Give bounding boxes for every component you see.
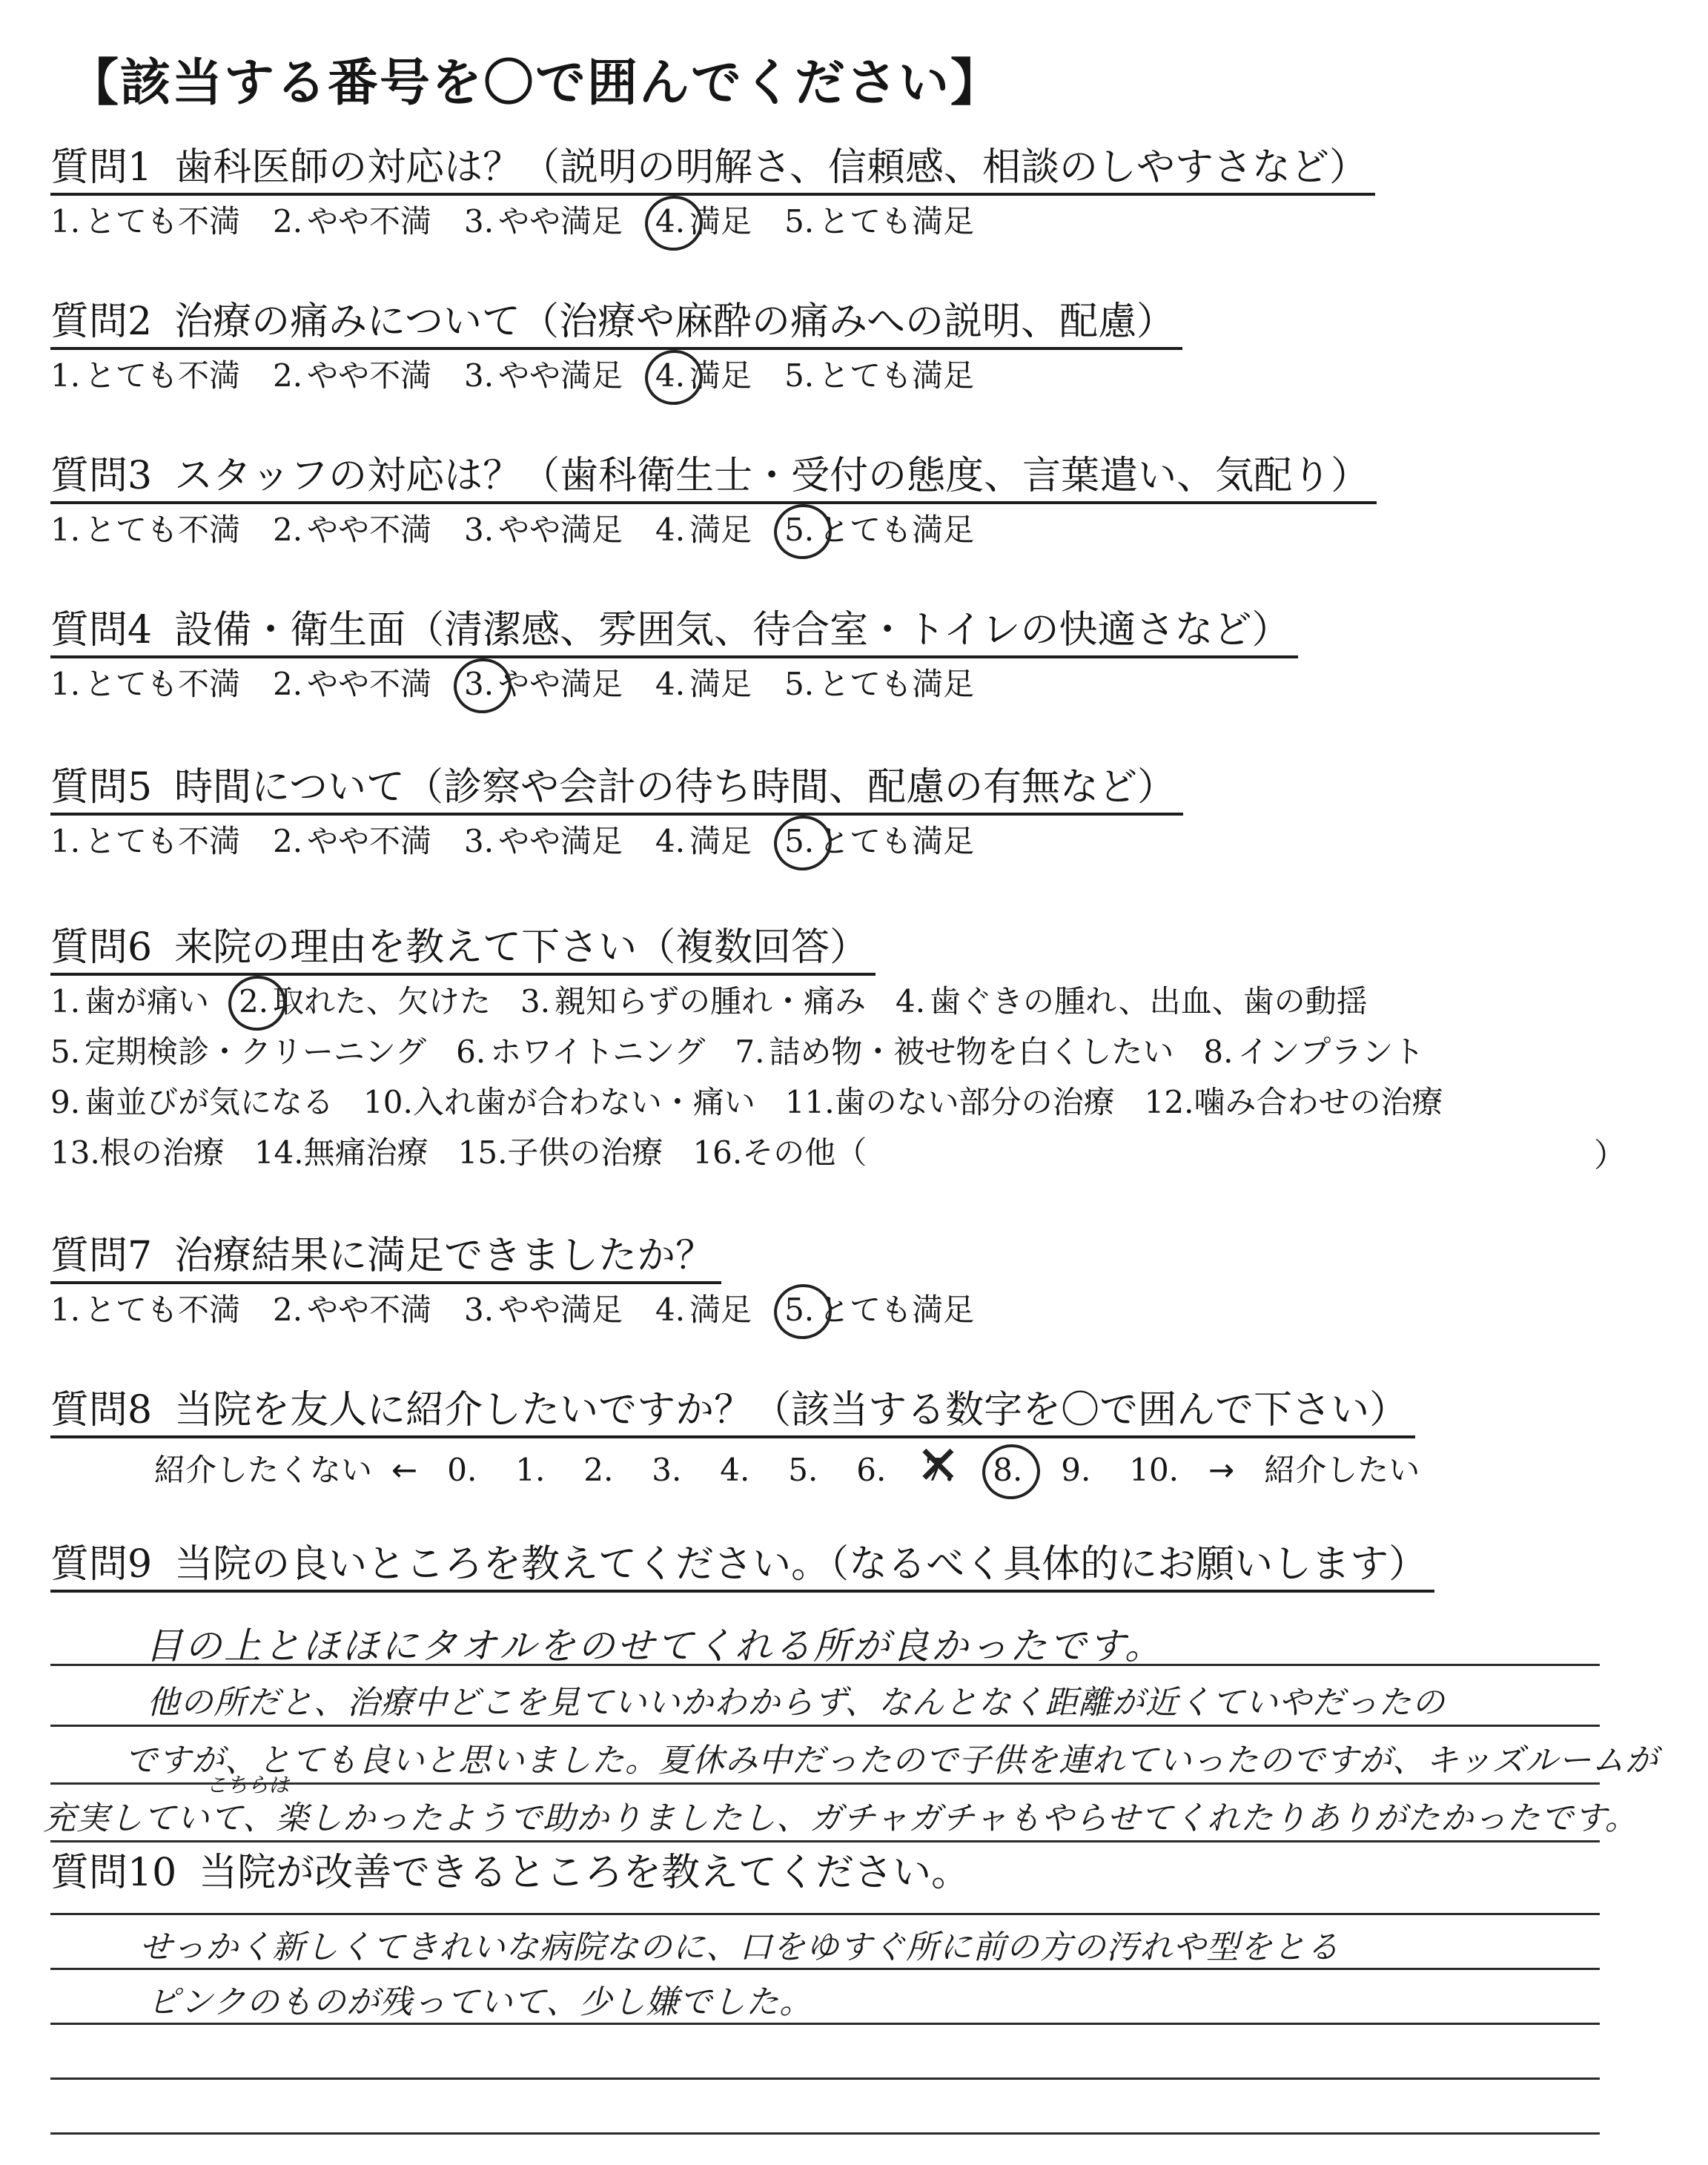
option-number: 6. xyxy=(856,1452,887,1488)
option-label: 歯が痛い xyxy=(85,983,210,1019)
option[interactable] xyxy=(655,1289,752,1332)
question-4-options xyxy=(50,663,1007,706)
option[interactable] xyxy=(655,663,752,706)
option[interactable] xyxy=(254,1131,428,1174)
option-number: 5. xyxy=(784,357,815,394)
question-text: 当院が改善できるところを教えてください。 xyxy=(199,1851,970,1895)
option-label: 詰め物・被せ物を白くしたい xyxy=(769,1034,1174,1070)
handwritten-answer-line: 他の所だと、治療中どこを見ていいかわからず、なんとなく距離が近くていやだったの xyxy=(147,1684,1446,1722)
option-number: 4. xyxy=(655,200,689,243)
question-text: 歯科医師の対応は？（説明の明解さ、信頼感、相談のしやすさなど） xyxy=(174,145,1368,190)
option[interactable] xyxy=(692,1131,867,1174)
option-number: 8. xyxy=(1203,1034,1234,1070)
option[interactable] xyxy=(515,1449,554,1492)
option-label: やや満足 xyxy=(498,1292,623,1328)
option-number: 2. xyxy=(273,666,303,702)
option-label: とても不満 xyxy=(85,512,241,548)
option-label: 歯並びが気になる xyxy=(85,1084,334,1120)
option[interactable] xyxy=(50,1289,240,1332)
answer-line xyxy=(50,1968,1600,1970)
option-number: 4. xyxy=(655,354,689,397)
option-label: とても不満 xyxy=(85,357,241,394)
question-5-title xyxy=(50,765,1183,816)
option[interactable] xyxy=(273,509,431,552)
question-text: 治療の痛みについて（治療や麻酔の痛みへの説明、配慮） xyxy=(174,300,1176,344)
answer-line xyxy=(50,2078,1600,2080)
option-label: とても満足 xyxy=(818,357,975,394)
option-number: 5. xyxy=(784,203,815,239)
option-selected[interactable] xyxy=(655,354,752,397)
option-label: やや不満 xyxy=(307,1292,432,1328)
option-number: 2. xyxy=(273,1292,303,1328)
option-label: 満足 xyxy=(689,1292,752,1328)
question-1-title xyxy=(50,145,1375,196)
reason-row xyxy=(50,980,1397,1023)
reason-row xyxy=(50,1131,896,1174)
question-5-options xyxy=(50,820,1007,863)
option[interactable] xyxy=(788,1449,827,1492)
option-selected[interactable] xyxy=(655,200,752,243)
option-number: 2. xyxy=(273,357,303,394)
option-number: 1. xyxy=(50,512,81,548)
option-number: 1. xyxy=(50,1292,81,1328)
option-label: とても不満 xyxy=(85,823,241,859)
option[interactable] xyxy=(784,663,974,706)
question-4-title xyxy=(50,608,1298,658)
question-label: 質問7 xyxy=(50,1234,153,1278)
question-label: 質問10 xyxy=(50,1851,177,1895)
answer-line xyxy=(50,2023,1600,2025)
option-number: 14. xyxy=(254,1134,304,1171)
handwritten-answer-line: ピンクのものが残っていて、少し嫌でした。 xyxy=(147,1983,813,2021)
option-label: 子供の治療 xyxy=(507,1134,663,1171)
option[interactable] xyxy=(856,1449,895,1492)
option-number: 6. xyxy=(456,1034,486,1070)
option-label: 満足 xyxy=(689,666,752,702)
option-number: 5. xyxy=(784,509,818,552)
option-number: 4. xyxy=(655,512,686,548)
handwritten-answer-line: 充実していて、楽しかったようで助かりましたし、ガチャガチャもやらせてくれたりありがたかったです。 xyxy=(43,1799,1638,1837)
option-selected[interactable] xyxy=(784,509,974,552)
question-label: 質問4 xyxy=(50,608,153,652)
scale-left-label: 紹介したくない xyxy=(154,1452,373,1488)
option-selected[interactable] xyxy=(784,820,974,863)
option-number: 1. xyxy=(50,203,81,239)
option[interactable] xyxy=(1129,1449,1179,1492)
option[interactable] xyxy=(50,980,209,1023)
option-number: 7. xyxy=(735,1034,765,1070)
option-label: 親知らずの腫れ・痛み xyxy=(555,983,867,1019)
question-7-title xyxy=(50,1234,721,1284)
option[interactable] xyxy=(464,820,623,863)
option-number: 4. xyxy=(655,823,686,859)
option-label: インプラント xyxy=(1237,1034,1425,1070)
option-label: とても満足 xyxy=(818,203,975,239)
question-2-options xyxy=(50,354,1007,397)
option[interactable] xyxy=(273,1289,431,1332)
option[interactable] xyxy=(50,1131,225,1174)
option[interactable] xyxy=(1203,1031,1424,1074)
option-label: 噛み合わせの治療 xyxy=(1194,1084,1443,1120)
option-label: とても不満 xyxy=(85,203,241,239)
option-label: 満足 xyxy=(689,823,752,859)
question-label: 質問5 xyxy=(50,765,153,810)
option-number: 5. xyxy=(50,1034,81,1070)
question-10-title xyxy=(50,1851,977,1898)
option-label: 定期検診・クリーニング xyxy=(85,1034,427,1070)
option-number: 16. xyxy=(692,1134,743,1171)
option[interactable] xyxy=(735,1031,1174,1074)
option-number: 4. xyxy=(655,666,686,702)
option[interactable] xyxy=(50,1081,334,1124)
option-number: 3. xyxy=(464,1292,494,1328)
option[interactable] xyxy=(273,820,431,863)
option[interactable] xyxy=(50,1031,426,1074)
option-selected[interactable] xyxy=(784,1289,974,1332)
option[interactable] xyxy=(583,1449,622,1492)
option[interactable] xyxy=(456,1031,705,1074)
option-number: 3. xyxy=(464,357,494,394)
option-number: 3. xyxy=(464,823,494,859)
option-number: 9. xyxy=(1061,1452,1091,1488)
question-6-title xyxy=(50,925,875,976)
option[interactable] xyxy=(363,1081,755,1124)
option-number: 10. xyxy=(363,1084,413,1120)
option-label: 根の治療 xyxy=(99,1134,225,1171)
option[interactable] xyxy=(458,1131,663,1174)
question-text: 時間について（診察や会計の待ち時間、配慮の有無など） xyxy=(174,765,1176,810)
option[interactable] xyxy=(273,354,431,397)
option[interactable] xyxy=(655,509,752,552)
answer-line xyxy=(50,1913,1600,1915)
option[interactable] xyxy=(1061,1449,1099,1492)
option-label: やや不満 xyxy=(307,203,432,239)
option[interactable] xyxy=(464,354,623,397)
question-text: 当院の良いところを教えてください。（なるべく具体的にお願いします） xyxy=(174,1542,1428,1587)
option-label: 入れ歯が合わない・痛い xyxy=(412,1084,755,1120)
answer-line xyxy=(50,1725,1600,1727)
option[interactable] xyxy=(447,1449,486,1492)
option[interactable] xyxy=(464,1289,623,1332)
question-label: 質問9 xyxy=(50,1542,153,1587)
option[interactable] xyxy=(50,820,240,863)
other-close-paren: ） xyxy=(1594,1137,1626,1174)
option-label: 歯ぐきの腫れ、出血、歯の動揺 xyxy=(930,983,1368,1019)
option-number: 3. xyxy=(464,512,494,548)
handwritten-answer-line: せっかく新しくてきれいな病院なのに、口をゆすぐ所に前の方の汚れや型をとる xyxy=(139,1928,1340,1966)
option-number: 2. xyxy=(239,980,273,1023)
question-10-answer-area[interactable] xyxy=(50,1913,1600,2165)
option-number: 9. xyxy=(50,1084,81,1120)
option[interactable] xyxy=(652,1449,690,1492)
option[interactable] xyxy=(273,200,431,243)
option-selected[interactable] xyxy=(464,663,623,706)
option-number: 1. xyxy=(515,1452,546,1488)
question-text: スタッフの対応は？（歯科衛生士・受付の態度、言葉遣い、気配り） xyxy=(174,454,1370,498)
option-crossed-out[interactable] xyxy=(924,1449,963,1492)
option[interactable] xyxy=(784,354,974,397)
option-number: 1. xyxy=(50,666,81,702)
option-number: 2. xyxy=(273,203,303,239)
option-number: 1. xyxy=(50,823,81,859)
option[interactable] xyxy=(720,1449,758,1492)
question-2-title xyxy=(50,300,1182,350)
option-label: やや不満 xyxy=(307,357,432,394)
option[interactable] xyxy=(50,509,240,552)
page-heading: 【該当する番号を〇で囲んでください】 xyxy=(68,53,1003,113)
scale-right-label: 紹介したい xyxy=(1264,1452,1420,1488)
option-label: とても満足 xyxy=(818,666,975,702)
handwritten-answer-line: ですが、とても良いと思いました。夏休み中だったので子供を連れていったのですが、キッズルームが xyxy=(125,1742,1659,1779)
option-label: とても満足 xyxy=(818,512,975,548)
question-1-options xyxy=(50,200,1007,243)
option[interactable] xyxy=(784,200,974,243)
answer-line xyxy=(50,1840,1600,1842)
answer-line xyxy=(50,2132,1600,2135)
option-selected[interactable] xyxy=(993,1449,1031,1492)
option-label: 満足 xyxy=(689,357,752,394)
option-number: 1. xyxy=(50,983,81,1019)
question-7-options xyxy=(50,1289,1007,1332)
question-label: 質問2 xyxy=(50,300,153,344)
option-label: 歯のない部分の治療 xyxy=(834,1084,1115,1120)
option-selected[interactable] xyxy=(239,980,491,1023)
option-label: やや満足 xyxy=(498,512,623,548)
option-label: 満足 xyxy=(689,512,752,548)
question-text: 当院を友人に紹介したいですか？（該当する数字を〇で囲んで下さい） xyxy=(174,1388,1409,1432)
option-label: やや満足 xyxy=(498,357,623,394)
option-label: 取れた、欠けた xyxy=(273,983,491,1019)
question-text: 来院の理由を教えて下さい（複数回答） xyxy=(174,925,869,970)
option-number: 11. xyxy=(784,1084,835,1120)
option[interactable] xyxy=(273,663,431,706)
option-label: とても不満 xyxy=(85,1292,241,1328)
option-number: 3. xyxy=(464,203,494,239)
option-number: 8. xyxy=(993,1449,1031,1492)
question-3-options xyxy=(50,509,1007,552)
question-9-answer-area[interactable] xyxy=(43,1604,1659,1849)
option-number: 4. xyxy=(896,983,926,1019)
option[interactable] xyxy=(50,354,240,397)
option-label: やや満足 xyxy=(498,666,623,702)
option[interactable] xyxy=(520,980,866,1023)
option[interactable] xyxy=(896,980,1368,1023)
option-label: ホワイトニング xyxy=(490,1034,706,1070)
option-label: 無痛治療 xyxy=(303,1134,428,1171)
option-label: やや不満 xyxy=(307,666,432,702)
question-label: 質問3 xyxy=(50,454,153,498)
option-number: 4. xyxy=(720,1452,750,1488)
option-number: 2. xyxy=(273,512,303,548)
option-label: やや満足 xyxy=(498,203,623,239)
option-number: 3. xyxy=(464,663,498,706)
reason-row xyxy=(50,1031,1454,1074)
question-text: 設備・衛生面（清潔感、雰囲気、待合室・トイレの快適さなど） xyxy=(174,608,1291,652)
option-number: 4. xyxy=(655,1292,686,1328)
question-9-title xyxy=(50,1542,1434,1593)
option-label: その他（ xyxy=(742,1134,867,1171)
recommend-scale xyxy=(154,1449,1439,1492)
option-number: 2. xyxy=(273,823,303,859)
option[interactable] xyxy=(464,509,623,552)
question-8-title xyxy=(50,1388,1415,1438)
question-label: 質問8 xyxy=(50,1388,153,1432)
question-label: 質問1 xyxy=(50,145,153,190)
option-number: 3. xyxy=(520,983,551,1019)
option[interactable] xyxy=(785,1081,1115,1124)
handwritten-answer-line: 目の上とほほにタオルをのせてくれる所が良かったです。 xyxy=(145,1624,1164,1667)
option-number: 7. ✕ xyxy=(924,1449,963,1492)
left-arrow-icon: ← xyxy=(391,1452,418,1488)
right-arrow-icon: → xyxy=(1208,1452,1235,1488)
question-3-title xyxy=(50,454,1377,504)
option-number: 5. xyxy=(788,1452,818,1488)
option-label: やや満足 xyxy=(498,823,623,859)
option[interactable] xyxy=(50,200,240,243)
option-number: 12. xyxy=(1144,1084,1194,1120)
option-label: やや不満 xyxy=(307,823,432,859)
option[interactable] xyxy=(464,200,623,243)
question-label: 質問6 xyxy=(50,925,153,970)
option-label: とても不満 xyxy=(85,666,241,702)
option-number: 5. xyxy=(784,1289,818,1332)
option-label: とても満足 xyxy=(818,1292,975,1328)
option-number: 15. xyxy=(457,1134,508,1171)
option[interactable] xyxy=(655,820,752,863)
question-text: 治療結果に満足できましたか？ xyxy=(174,1234,715,1278)
option-number: 2. xyxy=(583,1452,614,1488)
reason-row xyxy=(50,1081,1472,1124)
option[interactable] xyxy=(1145,1081,1443,1124)
option-label: 満足 xyxy=(689,203,752,239)
handwritten-insert-note: こちらは xyxy=(206,1773,290,1797)
option-number: 10. xyxy=(1129,1452,1179,1488)
option-number: 5. xyxy=(784,820,818,863)
option-number: 1. xyxy=(50,357,81,394)
option-number: 3. xyxy=(652,1452,682,1488)
option-number: 5. xyxy=(784,666,815,702)
option-number: 0. xyxy=(447,1452,477,1488)
option-label: やや不満 xyxy=(307,512,432,548)
option-number: 13. xyxy=(50,1134,100,1171)
option[interactable] xyxy=(50,663,240,706)
option-label: とても満足 xyxy=(818,823,975,859)
